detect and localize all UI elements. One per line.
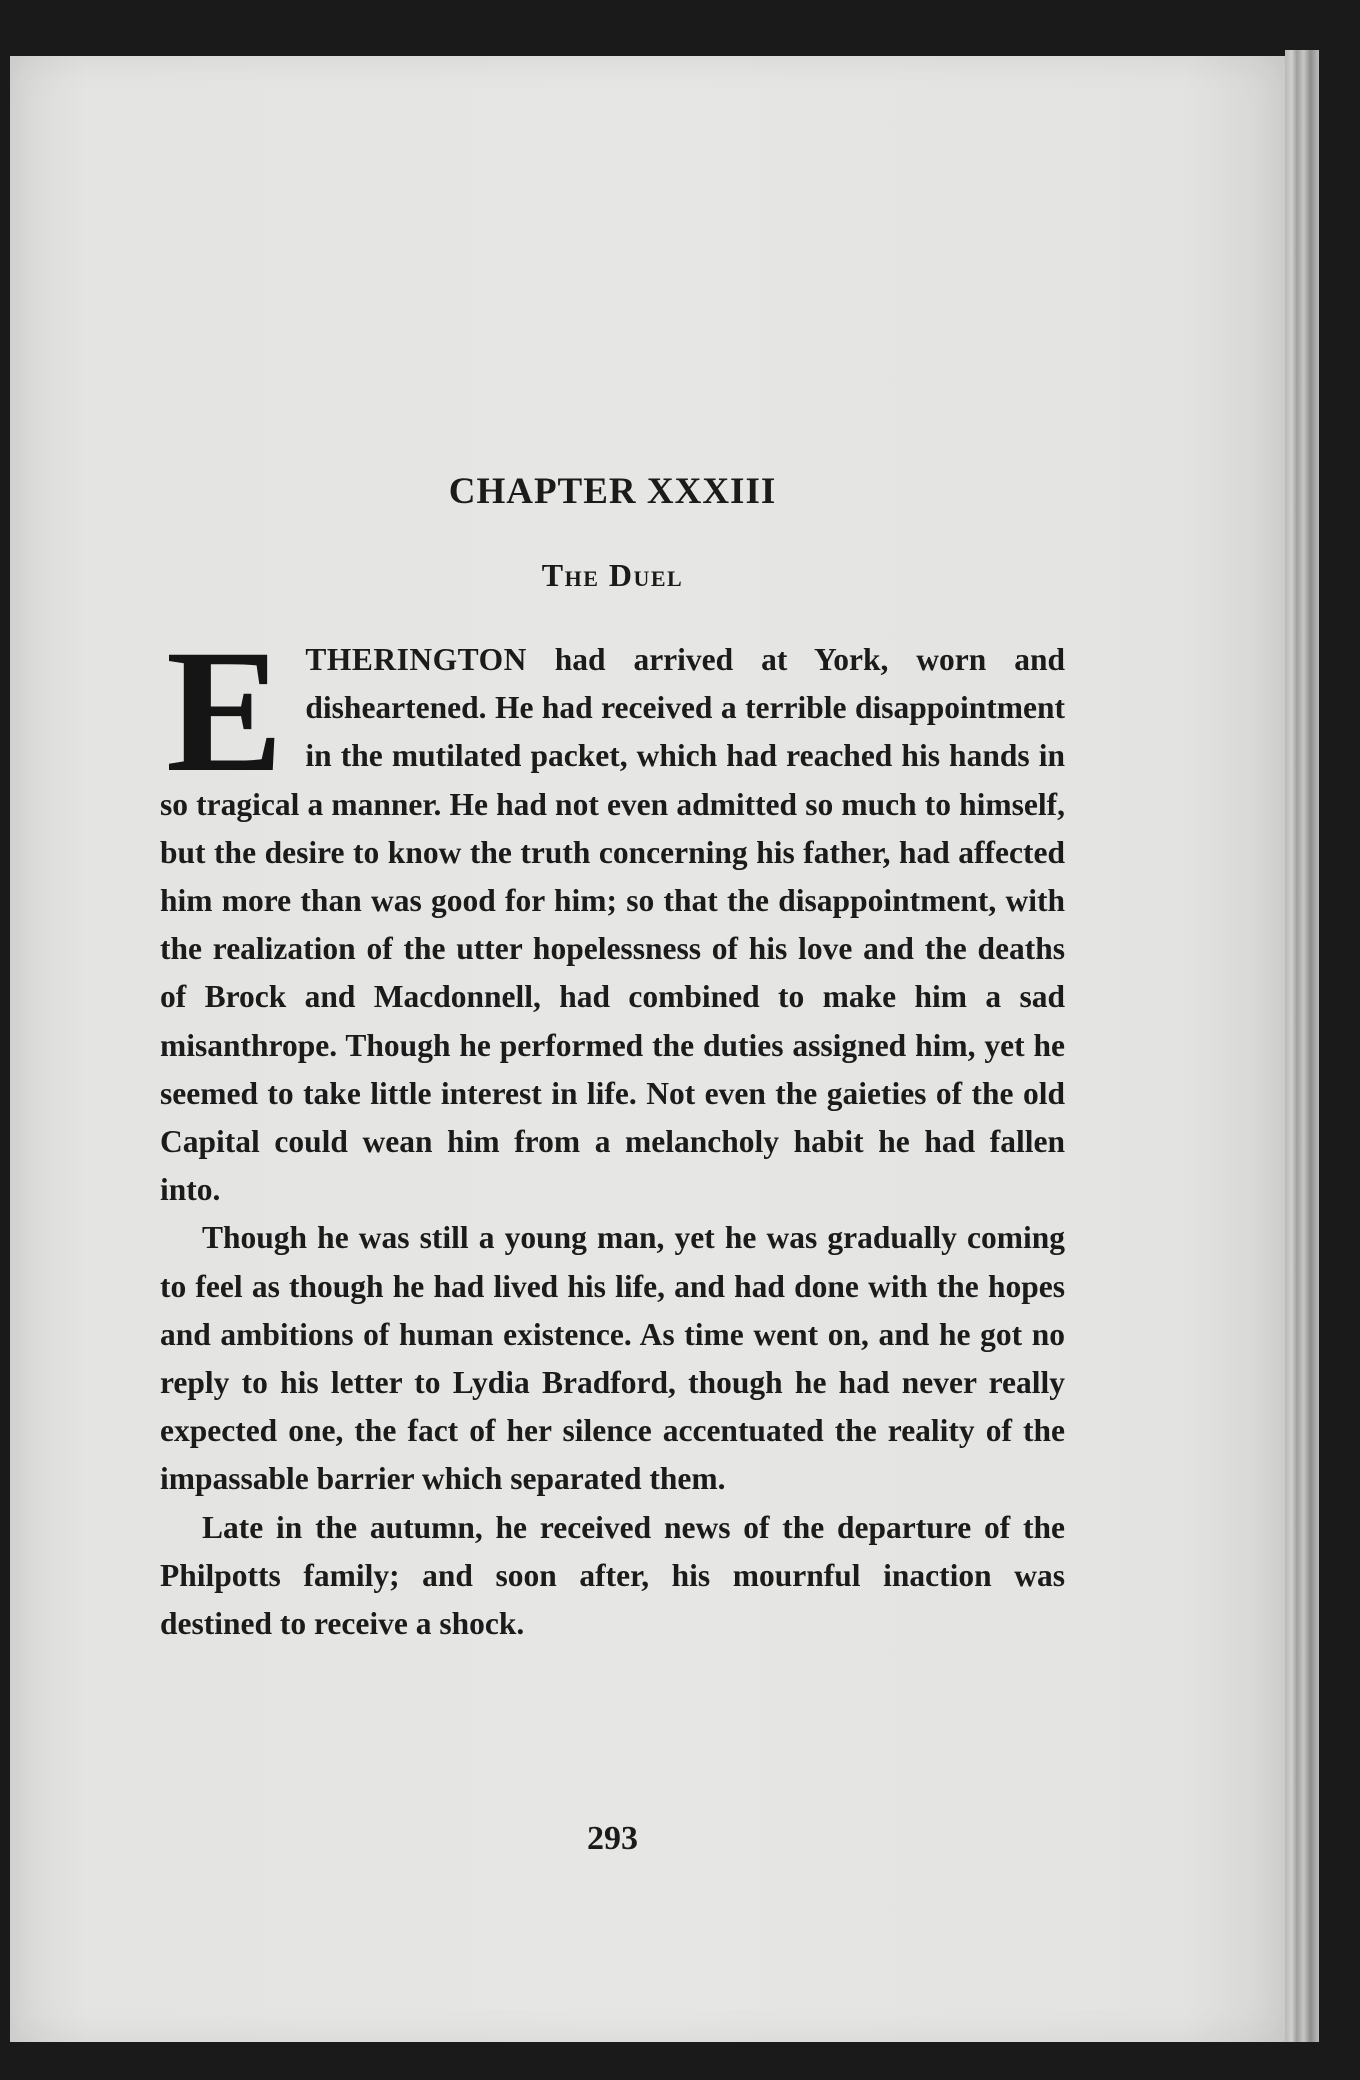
opening-word: THERINGTON bbox=[305, 642, 527, 677]
paragraph-1 bbox=[160, 614, 1065, 1214]
chapter-title: The Duel bbox=[541, 557, 684, 593]
page-text-block bbox=[160, 470, 1065, 1648]
paragraph-3: Late in the autumn, he received news of the departure of the Philpotts family; and soon after, his mournful inaction was destined to receive a shock. bbox=[160, 1509, 1065, 1642]
page-number: 293 bbox=[587, 1820, 638, 1857]
drop-cap-letter: E bbox=[166, 614, 284, 809]
page-edges bbox=[1285, 50, 1319, 2042]
chapter-heading: CHAPTER XXXIII bbox=[448, 471, 777, 512]
paragraph-1-text: had arrived at York, worn and disheartened. He had received a terrible disappointment in the mutilated packet, which had reached his hands in so tragical a manner. He had not even admitted so much to himself, but the desire to know the truth concerning his father, had affected him more than was good for him; so that the disappointment, with the realization of the utter hopelessness of his love and the deaths of Brock and Macdonnell, had combined to make him a sad misanthrope. Though he performed the duties assigned him, yet he seemed to take little interest in life. Not even the gaieties of the old Capital could wean him from a melancholy habit he had fallen into. bbox=[160, 642, 1065, 1208]
paragraph-2: Though he was still a young man, yet he was gradually coming to feel as though he had lived his life, and had done with the hopes and ambitions of human existence. As time went on, and he got no reply to his letter to Lydia Bradford, though he had never really expected one, the fact of her silence accentuated the reality of the impassable barrier which separated them. bbox=[160, 1220, 1065, 1497]
